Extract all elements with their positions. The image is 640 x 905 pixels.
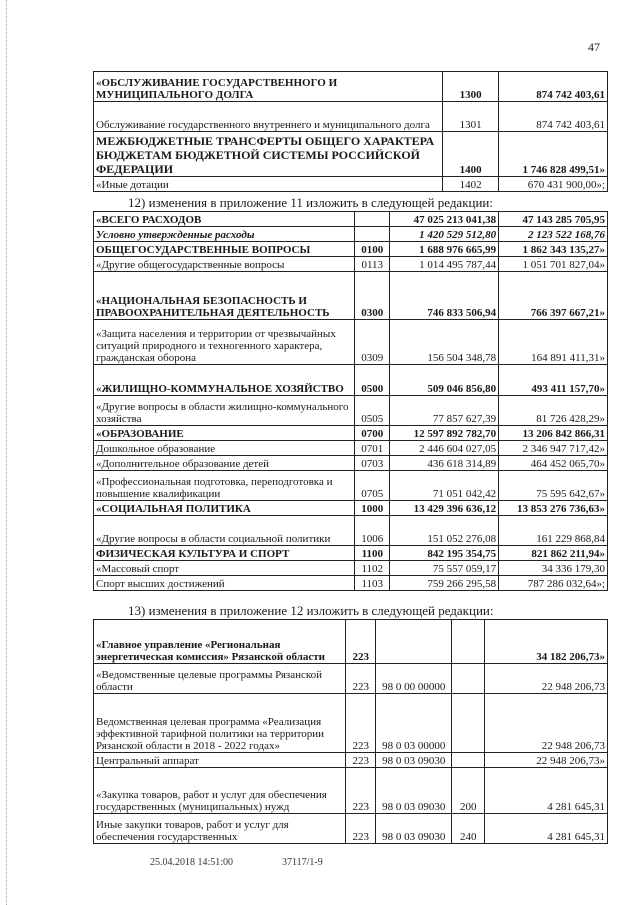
table-row bbox=[94, 814, 608, 844]
table-row bbox=[94, 242, 608, 257]
row-type bbox=[452, 694, 485, 753]
row-amount-2: 34 336 179,30 bbox=[499, 561, 608, 576]
row-amount-1: 1 014 495 787,44 bbox=[390, 257, 499, 272]
section-heading-12: 12) изменения в приложение 11 изложить в следующей редакции: bbox=[128, 195, 493, 210]
row-amount-1: 75 557 059,17 bbox=[390, 561, 499, 576]
row-name: «Дополнительное образование детей bbox=[94, 456, 355, 471]
row-name: ОБЩЕГОСУДАРСТВЕННЫЕ ВОПРОСЫ bbox=[94, 242, 355, 257]
row-code: 0703 bbox=[355, 456, 390, 471]
row-code: 0300 bbox=[355, 272, 390, 320]
table-row bbox=[94, 320, 608, 365]
table-expenses bbox=[93, 211, 608, 591]
row-name: «ОБСЛУЖИВАНИЕ ГОСУДАРСТВЕННОГО И МУНИЦИПАЛЬНОГО ДОЛГА bbox=[94, 72, 443, 102]
row-amount-1: 2 446 604 027,05 bbox=[390, 441, 499, 456]
table-row bbox=[94, 212, 608, 227]
row-amount-2: 464 452 065,70» bbox=[499, 456, 608, 471]
row-type bbox=[452, 620, 485, 664]
table-row bbox=[94, 365, 608, 396]
row-code bbox=[355, 227, 390, 242]
row-name: «Ведомственные целевые программы Рязанской области bbox=[94, 664, 346, 694]
row-code: 0701 bbox=[355, 441, 390, 456]
row-amount: 22 948 206,73 bbox=[485, 694, 608, 753]
row-amount-1: 1 420 529 512,80 bbox=[390, 227, 499, 242]
row-amount-1: 12 597 892 782,70 bbox=[390, 426, 499, 441]
row-name: «Массовый спорт bbox=[94, 561, 355, 576]
row-amount-2: 47 143 285 705,95 bbox=[499, 212, 608, 227]
row-amount: 22 948 206,73 bbox=[485, 664, 608, 694]
row-amount-2: 13 853 276 736,63» bbox=[499, 501, 608, 516]
row-amount-2: 81 726 428,29» bbox=[499, 396, 608, 426]
footer-datetime: 25.04.2018 14:51:00 bbox=[150, 857, 234, 868]
table-row bbox=[94, 272, 608, 320]
table-row bbox=[94, 576, 608, 591]
row-amount: 22 948 206,73» bbox=[485, 753, 608, 768]
row-type bbox=[452, 664, 485, 694]
row-amount-1: 77 857 627,39 bbox=[390, 396, 499, 426]
row-amount-1: 47 025 213 041,38 bbox=[390, 212, 499, 227]
table-row bbox=[94, 257, 608, 272]
row-name: «Профессиональная подготовка, переподготовка и повышение квалификации bbox=[94, 471, 355, 501]
row-amount-2: 2 346 947 717,42» bbox=[499, 441, 608, 456]
table-row bbox=[94, 102, 608, 132]
table-debt-transfers bbox=[93, 71, 608, 192]
row-name: «Закупка товаров, работ и услуг для обеспечения государственных (муниципальных) нужд bbox=[94, 768, 346, 814]
row-dept: 223 bbox=[346, 664, 376, 694]
row-amount-2: 75 595 642,67» bbox=[499, 471, 608, 501]
row-name: «Другие вопросы в области жилищно-коммунального хозяйства bbox=[94, 396, 355, 426]
row-code: 1000 bbox=[355, 501, 390, 516]
row-amount-1: 13 429 396 636,12 bbox=[390, 501, 499, 516]
row-dept: 223 bbox=[346, 814, 376, 844]
row-amount: 874 742 403,61 bbox=[499, 102, 608, 132]
table-row bbox=[94, 227, 608, 242]
table-row bbox=[94, 441, 608, 456]
row-amount-2: 787 286 032,64»; bbox=[499, 576, 608, 591]
row-amount: 34 182 206,73» bbox=[485, 620, 608, 664]
row-target: 98 0 03 09030 bbox=[376, 753, 452, 768]
row-name: «Защита населения и территории от чрезвычайных ситуаций природного и техногенного характера, гражданская оборона bbox=[94, 320, 355, 365]
row-name: «НАЦИОНАЛЬНАЯ БЕЗОПАСНОСТЬ И ПРАВООХРАНИТЕЛЬНАЯ ДЕЯТЕЛЬНОСТЬ bbox=[94, 272, 355, 320]
table-row bbox=[94, 426, 608, 441]
table-row bbox=[94, 664, 608, 694]
row-target: 98 0 03 09030 bbox=[376, 768, 452, 814]
page-number: 47 bbox=[588, 40, 600, 54]
row-name: «Главное управление «Региональная энергетическая комиссия» Рязанской области bbox=[94, 620, 346, 664]
row-code: 1402 bbox=[443, 177, 499, 192]
row-name: «Другие общегосударственные вопросы bbox=[94, 257, 355, 272]
row-code: 0113 bbox=[355, 257, 390, 272]
row-dept: 223 bbox=[346, 620, 376, 664]
row-name: «Иные дотации bbox=[94, 177, 443, 192]
row-name: Дошкольное образование bbox=[94, 441, 355, 456]
row-type: 200 bbox=[452, 768, 485, 814]
table-row bbox=[94, 396, 608, 426]
table-row bbox=[94, 471, 608, 501]
table-row bbox=[94, 177, 608, 192]
row-code: 1300 bbox=[443, 72, 499, 102]
row-amount-1: 759 266 295,58 bbox=[390, 576, 499, 591]
row-amount-1: 509 046 856,80 bbox=[390, 365, 499, 396]
row-amount-1: 156 504 348,78 bbox=[390, 320, 499, 365]
row-amount: 670 431 900,00»; bbox=[499, 177, 608, 192]
row-amount-2: 493 411 157,70» bbox=[499, 365, 608, 396]
row-name: Иные закупки товаров, работ и услуг для обеспечения государственных bbox=[94, 814, 346, 844]
row-type: 240 bbox=[452, 814, 485, 844]
row-amount-1: 746 833 506,94 bbox=[390, 272, 499, 320]
row-amount-2: 821 862 211,94» bbox=[499, 546, 608, 561]
row-code: 1102 bbox=[355, 561, 390, 576]
table-row bbox=[94, 456, 608, 471]
row-code: 1006 bbox=[355, 516, 390, 546]
table-row bbox=[94, 768, 608, 814]
row-amount: 874 742 403,61 bbox=[499, 72, 608, 102]
row-name: Спорт высших достижений bbox=[94, 576, 355, 591]
row-amount-2: 766 397 667,21» bbox=[499, 272, 608, 320]
table-row bbox=[94, 753, 608, 768]
row-code bbox=[355, 212, 390, 227]
row-name: «ВСЕГО РАСХОДОВ bbox=[94, 212, 355, 227]
row-dept: 223 bbox=[346, 694, 376, 753]
row-name: ФИЗИЧЕСКАЯ КУЛЬТУРА И СПОРТ bbox=[94, 546, 355, 561]
row-code: 0700 bbox=[355, 426, 390, 441]
row-amount: 4 281 645,31 bbox=[485, 768, 608, 814]
row-amount: 1 746 828 499,51» bbox=[499, 132, 608, 177]
row-code: 1103 bbox=[355, 576, 390, 591]
section-heading-13: 13) изменения в приложение 12 изложить в следующей редакции: bbox=[128, 603, 494, 618]
row-amount-2: 164 891 411,31» bbox=[499, 320, 608, 365]
table-row bbox=[94, 132, 608, 177]
row-dept: 223 bbox=[346, 753, 376, 768]
row-target: 98 0 03 09030 bbox=[376, 814, 452, 844]
row-code: 0505 bbox=[355, 396, 390, 426]
row-amount-2: 1 051 701 827,04» bbox=[499, 257, 608, 272]
row-amount-2: 161 229 868,84 bbox=[499, 516, 608, 546]
row-name: Ведомственная целевая программа «Реализация эффективной тарифной политики на территории Рязанской области в 2018 - 2022 годах» bbox=[94, 694, 346, 753]
footer-doc-id: 37117/1-9 bbox=[282, 857, 323, 868]
row-target: 98 0 00 00000 bbox=[376, 664, 452, 694]
row-amount-1: 842 195 354,75 bbox=[390, 546, 499, 561]
table-row bbox=[94, 72, 608, 102]
row-code: 1100 bbox=[355, 546, 390, 561]
row-code: 0100 bbox=[355, 242, 390, 257]
row-amount-1: 71 051 042,42 bbox=[390, 471, 499, 501]
row-name: «ЖИЛИЩНО-КОММУНАЛЬНОЕ ХОЗЯЙСТВО bbox=[94, 365, 355, 396]
row-name: «ОБРАЗОВАНИЕ bbox=[94, 426, 355, 441]
row-code: 1301 bbox=[443, 102, 499, 132]
row-target: 98 0 03 00000 bbox=[376, 694, 452, 753]
row-name: Обслуживание государственного внутреннего и муниципального долга bbox=[94, 102, 443, 132]
row-target bbox=[376, 620, 452, 664]
row-name: Центральный аппарат bbox=[94, 753, 346, 768]
row-amount-1: 151 052 276,08 bbox=[390, 516, 499, 546]
row-amount-1: 1 688 976 665,99 bbox=[390, 242, 499, 257]
table-row bbox=[94, 516, 608, 546]
row-amount-2: 13 206 842 866,31 bbox=[499, 426, 608, 441]
row-name: Условно утвержденные расходы bbox=[94, 227, 355, 242]
row-code: 0309 bbox=[355, 320, 390, 365]
row-code: 1400 bbox=[443, 132, 499, 177]
row-amount: 4 281 645,31 bbox=[485, 814, 608, 844]
row-name: «Другие вопросы в области социальной политики bbox=[94, 516, 355, 546]
table-row bbox=[94, 546, 608, 561]
row-code: 0500 bbox=[355, 365, 390, 396]
row-amount-1: 436 618 314,89 bbox=[390, 456, 499, 471]
row-name: МЕЖБЮДЖЕТНЫЕ ТРАНСФЕРТЫ ОБЩЕГО ХАРАКТЕРА БЮДЖЕТАМ БЮДЖЕТНОЙ СИСТЕМЫ РОССИЙСКОЙ ФЕДЕРАЦИИ bbox=[94, 132, 443, 177]
row-name: «СОЦИАЛЬНАЯ ПОЛИТИКА bbox=[94, 501, 355, 516]
row-dept: 223 bbox=[346, 768, 376, 814]
table-row bbox=[94, 694, 608, 753]
row-code: 0705 bbox=[355, 471, 390, 501]
table-row bbox=[94, 501, 608, 516]
row-amount-2: 2 123 522 168,76 bbox=[499, 227, 608, 242]
row-type bbox=[452, 753, 485, 768]
table-row bbox=[94, 561, 608, 576]
table-departmental bbox=[93, 619, 608, 844]
table-row bbox=[94, 620, 608, 664]
row-amount-2: 1 862 343 135,27» bbox=[499, 242, 608, 257]
binding-margin bbox=[6, 0, 8, 905]
